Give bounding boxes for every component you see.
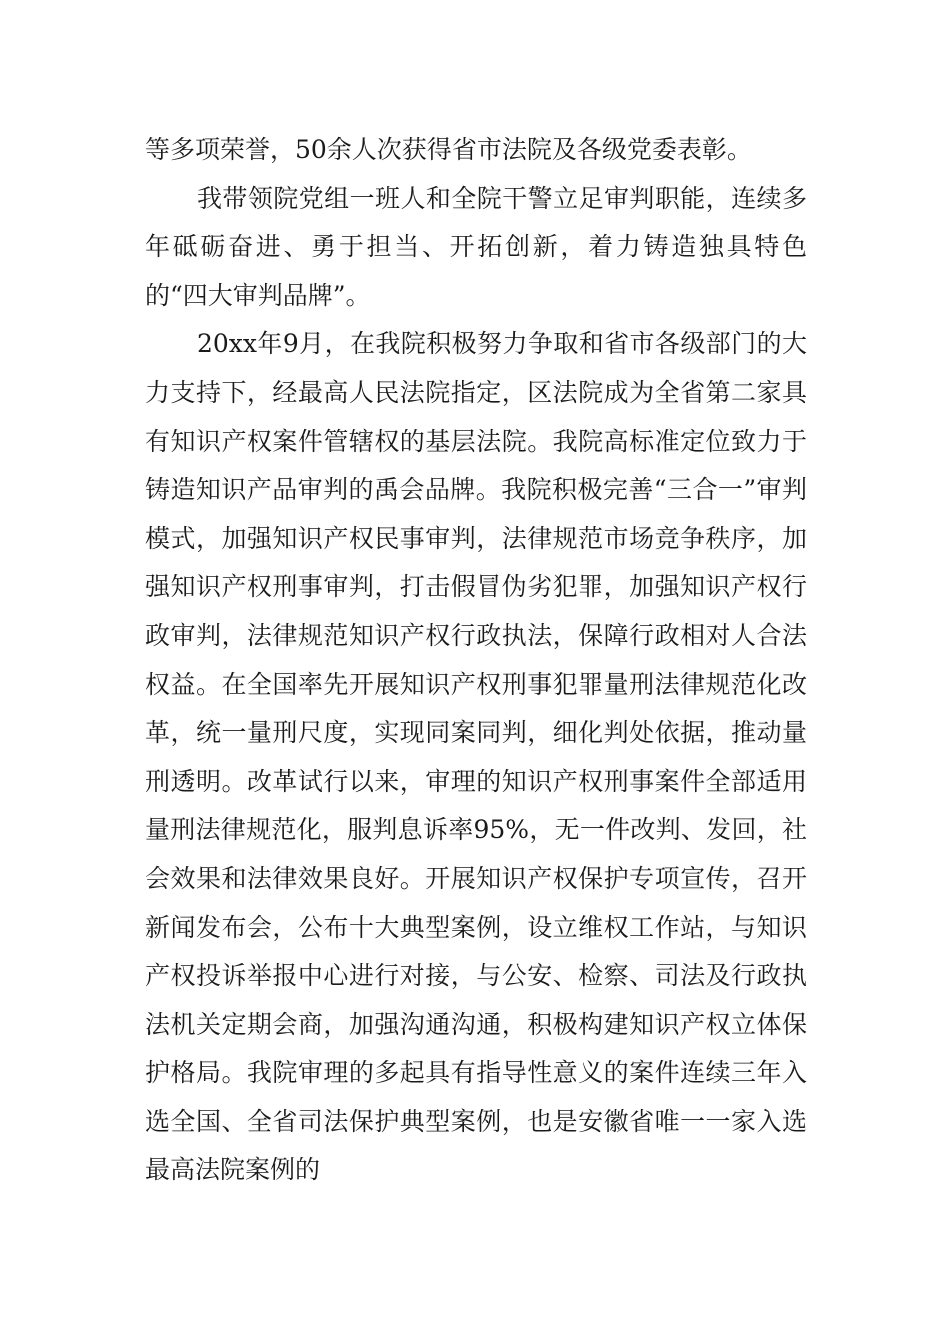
paragraph-ip-jurisdiction: 20xx年9月，在我院积极努力争取和省市各级部门的大力支持下，经最高人民法院指定，区法院成为全省第二家具有知识产权案件管辖权的基层法院。我院高标准定位致力于铸造知识产品审判的禹会品牌。我院积极完善“三合一”审判模式，加强知识产权民事审判，法律规范市场竞争秩序，加强知识产权刑事审判，打击假冒伪劣犯罪，加强知识产权行政审判，法律规范知识产权行政执法，保障行政相对人合法权益。在全国率先开展知识产权刑事犯罪量刑法律规范化改革，统一量刑尺度，实现同案同判，细化判处依据，推动量刑透明。改革试行以来，审理的知识产权刑事案件全部适用量刑法律规范化，服判息诉率95%，无一件改判、发回，社会效果和法律效果良好。开展知识产权保护专项宣传，召开新闻发布会，公布十大典型案例，设立维权工作站，与知识产权投诉举报中心进行对接，与公安、检察、司法及行政执法机关定期会商，加强沟通沟通，积极构建知识产权立体保护格局。我院审理的多起具有指导性意义的案件连续三年入选全国、全省司法保护典型案例，也是安徽省唯一一家入选最高法院案例的 [145, 329, 807, 1185]
document-body [145, 126, 807, 1195]
paragraph-honors-continued: 等多项荣誉，50余人次获得省市法院及各级党委表彰。 [145, 135, 752, 164]
paragraph-trial-brands: 我带领院党组一班人和全院干警立足审判职能，连续多年砥砺奋进、勇于担当、开拓创新，着力铸造独具特色的“四大审判品牌”。 [145, 183, 807, 310]
